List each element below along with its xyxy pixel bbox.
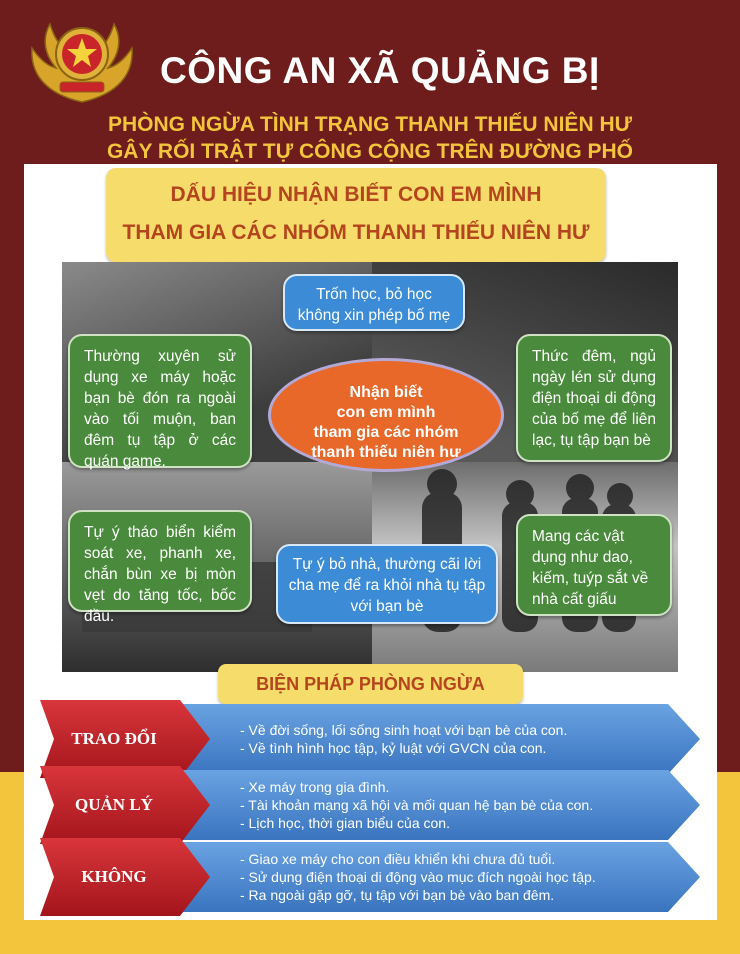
- sign-tampered-vehicle: Tự ý tháo biển kiểm soát xe, phanh xe, chắn bùn xe bị mòn vẹt do tăng tốc, bốc đầu.: [68, 510, 252, 612]
- sign-motorbike-late-night: Thường xuyên sử dụng xe máy hoặc bạn bè đón ra ngoài vào tối muộn, ban đêm tụ tập ở các quán game.: [68, 334, 252, 468]
- measure-arrow: - Giao xe máy cho con điều khiển khi chưa đủ tuổi. - Sử dụng điện thoại di động vào mục đích ngoài học tập. - Ra ngoài gặp gỡ, tụ tập với bạn bè vào ban đêm.: [180, 842, 700, 912]
- measure-label: TRAO ĐỔI: [40, 700, 210, 778]
- subtitle-line-1: PHÒNG NGỪA TÌNH TRẠNG THANH THIẾU NIÊN HƯ: [107, 113, 633, 136]
- page-title: CÔNG AN XÃ QUẢNG BỊ: [160, 50, 600, 91]
- police-emblem-icon: [26, 14, 138, 106]
- sign-skip-school: Trốn học, bỏ học không xin phép bố mẹ: [283, 274, 465, 331]
- measure-arrow: - Về đời sống, lối sống sinh hoạt với bạn bè của con. - Về tình hình học tập, kỷ luật với GVCN của con.: [180, 704, 700, 774]
- signs-title-line-2: THAM GIA CÁC NHÓM THANH THIẾU NIÊN HƯ: [122, 221, 590, 244]
- measure-row-dont: [40, 838, 700, 916]
- signs-title-banner: [106, 168, 606, 262]
- measures-title-banner: BIỆN PHÁP PHÒNG NGỪA: [218, 664, 523, 704]
- sign-run-away: Tự ý bỏ nhà, thường cãi lời cha mẹ để ra khỏi nhà tụ tập với bạn bè: [276, 544, 498, 624]
- measure-label: KHÔNG: [40, 838, 210, 916]
- center-oval: Nhận biết con em mình tham gia các nhóm thanh thiếu niên hư: [268, 358, 504, 472]
- measure-row-manage: [40, 766, 700, 844]
- measure-label: QUẢN LÝ: [40, 766, 210, 844]
- sign-night-phone-use: Thức đêm, ngủ ngày lén sử dụng điện thoại di động của bố mẹ để liên lạc, tụ tập bạn bè: [516, 334, 672, 462]
- sign-weapons: Mang các vật dụng như dao, kiếm, tuýp sắt về nhà cất giấu: [516, 514, 672, 616]
- measure-arrow: - Xe máy trong gia đình. - Tài khoản mạng xã hội và mối quan hệ bạn bè của con. - Lịch học, thời gian biểu của con.: [180, 770, 700, 840]
- subtitle-line-2: GÂY RỐI TRẬT TỰ CÔNG CỘNG TRÊN ĐƯỜNG PHỐ: [106, 140, 634, 163]
- signs-title-line-1: DẤU HIỆU NHẬN BIẾT CON EM MÌNH: [170, 183, 542, 206]
